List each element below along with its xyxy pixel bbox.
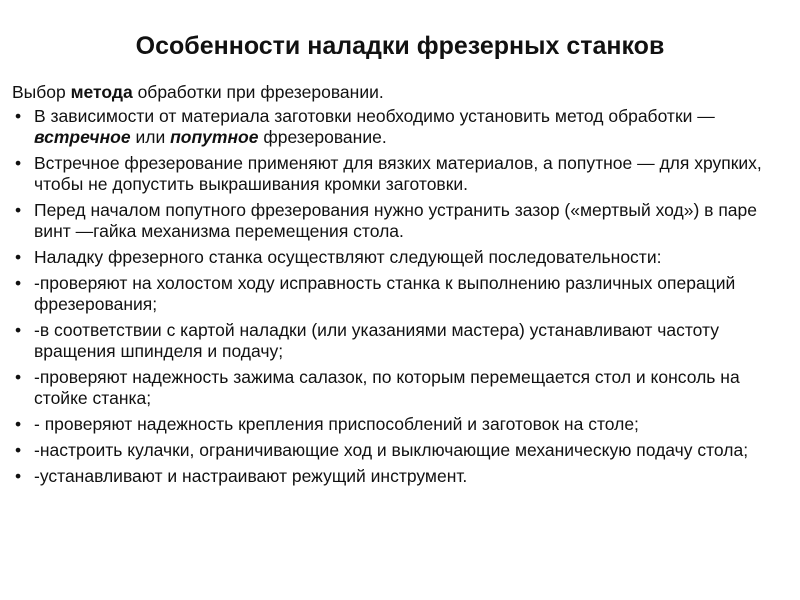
bullet-text: -в соответствии с картой наладки (или указаниями мастера) устанавливают частоту вращения шпинделя и подачу; <box>34 320 719 361</box>
bullet-text: -проверяют надежность зажима салазок, по которым перемещается стол и консоль на стойке станка; <box>34 367 740 408</box>
bullet-emphasis-climb: попутное <box>170 127 259 147</box>
bullet-item <box>12 367 772 409</box>
bullet-text: Встречное фрезерование применяют для вязких материалов, а попутное — для хрупких, чтобы не допустить выкрашивания кромки заготовки. <box>34 153 762 194</box>
bullet-item <box>12 153 772 195</box>
bullet-dot: • <box>15 200 22 220</box>
bullet-item <box>12 466 772 487</box>
bullet-item <box>12 414 772 435</box>
intro-text-pre: Выбор <box>12 82 71 102</box>
intro-text-bold: метода <box>70 82 133 102</box>
intro-line <box>12 82 772 103</box>
bullet-text: Перед началом попутного фрезерования нужно устранить зазор («мертвый ход») в паре винт —гайка механизма перемещения стола. <box>34 200 757 241</box>
bullet-dot: • <box>15 106 22 126</box>
bullet-item <box>12 200 772 242</box>
bullet-text: или <box>130 127 171 147</box>
bullet-text: -устанавливают и настраивают режущий инструмент. <box>34 466 468 486</box>
bullet-text: -настроить кулачки, ограничивающие ход и выключающие механическую подачу стола; <box>34 440 749 460</box>
bullet-item <box>12 106 772 148</box>
bullet-dot: • <box>15 414 22 434</box>
bullet-list <box>12 106 772 487</box>
bullet-item <box>12 273 772 315</box>
intro-text-post: обработки при фрезеровании. <box>132 82 384 102</box>
bullet-dot: • <box>15 440 22 460</box>
bullet-item <box>12 320 772 362</box>
bullet-dot: • <box>15 320 22 340</box>
slide-title: Особенности наладки фрезерных станков <box>135 32 665 60</box>
bullet-text: В зависимости от материала заготовки необходимо установить метод обработки — <box>34 106 715 126</box>
bullet-item <box>12 440 772 461</box>
bullet-item <box>12 247 772 268</box>
bullet-dot: • <box>15 466 22 486</box>
bullet-text: - проверяют надежность крепления приспособлений и заготовок на столе; <box>34 414 639 434</box>
bullet-emphasis-oncoming: встречное <box>34 127 131 147</box>
bullet-dot: • <box>15 153 22 173</box>
bullet-text: фрезерование. <box>258 127 387 147</box>
slide-body <box>12 82 772 492</box>
bullet-dot: • <box>15 273 22 293</box>
bullet-text: Наладку фрезерного станка осуществляют следующей последовательности: <box>34 247 662 267</box>
bullet-dot: • <box>15 247 22 267</box>
bullet-text: -проверяют на холостом ходу исправность станка к выполнению различных операций фрезерования; <box>34 273 736 314</box>
bullet-dot: • <box>15 367 22 387</box>
